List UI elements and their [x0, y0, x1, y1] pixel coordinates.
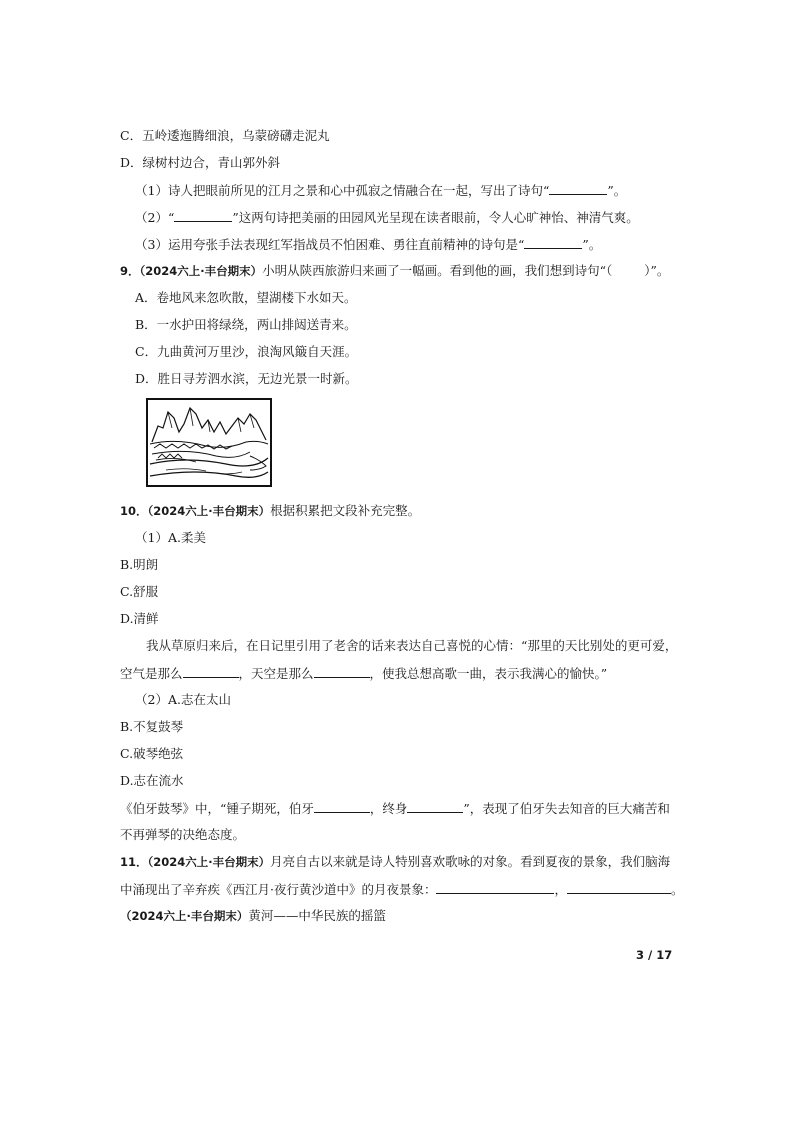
- question-text: 月亮自古以来就是诗人特别喜欢歌咏的对象。看到夏夜的景象，我们脑海: [270, 854, 671, 869]
- question-text: 中涌现出了辛弃疾《西江月·夜行黄沙道中》的月夜景象：: [120, 882, 437, 897]
- q8-part1-end: ”。: [607, 183, 627, 198]
- mountains-river-illustration: [146, 398, 272, 487]
- passage-text: ”，表现了伯牙失去知音的巨大痛苦和: [463, 801, 670, 816]
- question-text: 。: [671, 882, 684, 897]
- answer-blank[interactable]: [436, 881, 554, 894]
- passage-text: ，天空是那么: [238, 666, 314, 681]
- q9-option-b: B．一水护田将绿绕，两山排闼送青来。: [135, 317, 357, 332]
- answer-blank[interactable]: [567, 881, 671, 894]
- question-source: （2024六上·丰台期末）: [147, 504, 271, 518]
- q9-option-c: C．九曲黄河万里沙，浪淘风簸自天涯。: [135, 344, 358, 359]
- q10-passage-line2: [120, 665, 607, 682]
- q10-2-option-a: （2）A.志在太山: [135, 692, 231, 707]
- q8-part3: [135, 236, 601, 253]
- q8-part2: [135, 209, 639, 226]
- question-source: （2024六上·丰台期末）: [139, 264, 263, 278]
- passage-text: 空气是那么: [120, 666, 183, 681]
- answer-blank[interactable]: [524, 236, 582, 249]
- question-text-end: ）”。: [644, 263, 670, 278]
- q8-part2-start: （2）“: [135, 210, 175, 225]
- answer-blank[interactable]: [314, 800, 370, 813]
- passage-text: ，使我总想高歌一曲，表示我满心的愉快。”: [369, 666, 608, 681]
- answer-blank[interactable]: [174, 209, 232, 222]
- next-section-heading: [120, 908, 386, 924]
- q10-passage-line3: [120, 800, 670, 817]
- answer-blank[interactable]: [407, 800, 463, 813]
- answer-blank[interactable]: [314, 665, 370, 678]
- question-9: [120, 263, 669, 279]
- question-text: ，: [554, 882, 567, 897]
- q10-1-option-c: C.舒服: [120, 584, 159, 599]
- q10-2-option-b: B.不复鼓琴: [120, 719, 184, 734]
- question-number: 9．: [120, 264, 140, 278]
- question-source: （2024六上·丰台期末）: [120, 909, 249, 923]
- option-c: C．五岭逶迤腾细浪，乌蒙磅礴走泥丸: [120, 128, 330, 143]
- question-number: 10．: [120, 504, 148, 518]
- q10-passage-line1: 我从草原归来后，在日记里引用了老舍的话来表达自己喜悦的心情：“那里的天比别处的更可爱，: [146, 638, 678, 653]
- passage-text: ，终身: [369, 801, 408, 816]
- option-d: D．绿树村边合，青山郭外斜: [120, 155, 281, 170]
- question-text: 根据积累把文段补充完整。: [270, 503, 421, 518]
- q8-part1: [135, 182, 626, 199]
- answer-blank[interactable]: [549, 182, 607, 195]
- question-10: [120, 503, 420, 519]
- q10-1-option-a: （1）A.柔美: [135, 530, 206, 545]
- page-number: 3 / 17: [636, 948, 673, 962]
- q10-2-option-c: C.破琴绝弦: [120, 746, 184, 761]
- q10-passage-line4: 不再弹琴的决绝态度。: [120, 827, 246, 842]
- passage-text: 《伯牙鼓琴》中，“锺子期死，伯牙: [120, 801, 314, 816]
- answer-blank[interactable]: [183, 665, 239, 678]
- q10-2-option-d: D.志在流水: [120, 773, 184, 788]
- q8-part1-text: （1）诗人把眼前所见的江月之景和心中孤寂之情融合在一起，写出了诗句“: [135, 183, 550, 198]
- q8-part3-end: ”。: [582, 237, 602, 252]
- q10-1-option-b: B.明朗: [120, 557, 159, 572]
- question-11: [120, 854, 670, 870]
- q9-option-a: A．卷地风来忽吹散，望湖楼下水如天。: [135, 290, 357, 305]
- question-text: 小明从陕西旅游归来画了一幅画。看到他的画，我们想到诗句“（: [262, 263, 613, 278]
- q10-1-option-d: D.清鲜: [120, 611, 159, 626]
- question-source: （2024六上·丰台期末）: [147, 855, 271, 869]
- question-number: 11．: [120, 855, 148, 869]
- section-title: 黄河——中华民族的摇篮: [248, 908, 386, 923]
- question-11-line2: [120, 881, 684, 898]
- q8-part3-text: （3）运用夸张手法表现红军指战员不怕困难、勇往直前精神的诗句是“: [135, 237, 525, 252]
- q9-option-d: D．胜日寻芳泗水滨，无边光景一时新。: [135, 371, 358, 386]
- q8-part2-text: ”这两句诗把美丽的田园风光呈现在读者眼前，令人心旷神怡、神清气爽。: [232, 210, 639, 225]
